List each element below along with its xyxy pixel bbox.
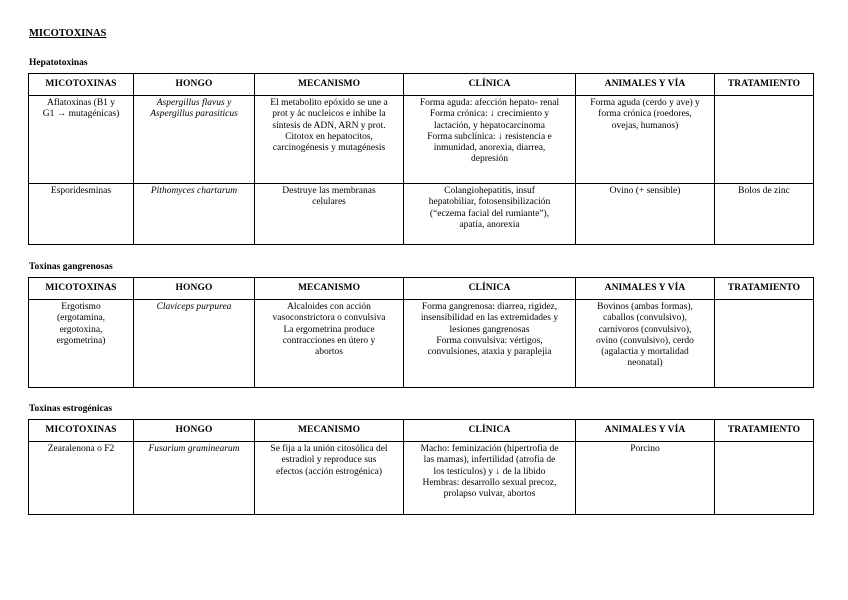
section-title-gangrenosas: Toxinas gangrenosas xyxy=(29,262,113,272)
header-mecanismo: MECANISMO xyxy=(255,74,404,96)
cell-micotoxina: Zearalenona o F2 xyxy=(29,442,134,515)
cell-micotoxina: Esporidesminas xyxy=(29,184,134,245)
table-row xyxy=(29,442,814,515)
table-header-row xyxy=(29,420,814,442)
cell-animales: Bovinos (ambas formas), caballos (convulsivo), carnívoros (convulsivo), ovino (convulsivo), cerdo (agalactia y mortalidad neonatal) xyxy=(576,300,715,388)
table-hepatotoxinas xyxy=(28,73,814,245)
header-hongo: HONGO xyxy=(134,74,255,96)
cell-micotoxina: Ergotismo (ergotamina, ergotoxina, ergometrina) xyxy=(29,300,134,388)
header-micotoxinas: MICOTOXINAS xyxy=(29,278,134,300)
header-clinica: CLÍNICA xyxy=(404,278,576,300)
section-title-hepatotoxinas: Hepatotoxinas xyxy=(29,58,88,68)
table-header-row xyxy=(29,278,814,300)
cell-clinica: Forma gangrenosa: diarrea, rigidez, insensibilidad en las extremidades y lesiones gangrenosas Forma convulsiva: vértigos, convulsiones, ataxia y paraplejia xyxy=(404,300,576,388)
table-gangrenosas xyxy=(28,277,814,388)
cell-hongo: Fusarium graminearum xyxy=(134,442,255,515)
cell-clinica: Macho: feminización (hipertrofia de las mamas), infertilidad (atrofia de los testículos) y ↓ de la libido Hembras: desarrollo sexual precoz, prolapso vulvar, abortos xyxy=(404,442,576,515)
header-clinica: CLÍNICA xyxy=(404,74,576,96)
cell-animales: Forma aguda (cerdo y ave) y forma crónica (roedores, ovejas, humanos) xyxy=(576,96,715,184)
cell-hongo: Pithomyces chartarum xyxy=(134,184,255,245)
cell-mecanismo: Se fija a la unión citosólica del estradiol y reproduce sus efectos (acción estrogénica) xyxy=(255,442,404,515)
cell-tratamiento xyxy=(715,300,814,388)
header-tratamiento: TRATAMIENTO xyxy=(715,74,814,96)
table-header-row xyxy=(29,74,814,96)
header-tratamiento: TRATAMIENTO xyxy=(715,278,814,300)
page-title: MICOTOXINAS xyxy=(29,28,107,39)
section-title-estrogenicas: Toxinas estrogénicas xyxy=(29,404,113,414)
table-estrogenicas xyxy=(28,419,814,515)
header-tratamiento: TRATAMIENTO xyxy=(715,420,814,442)
cell-mecanismo: Alcaloides con acción vasoconstrictora o convulsiva La ergometrina produce contracciones en útero y abortos xyxy=(255,300,404,388)
cell-tratamiento: Bolos de zinc xyxy=(715,184,814,245)
header-micotoxinas: MICOTOXINAS xyxy=(29,420,134,442)
cell-mecanismo: Destruye las membranas celulares xyxy=(255,184,404,245)
header-animales: ANIMALES Y VÍA xyxy=(576,74,715,96)
header-mecanismo: MECANISMO xyxy=(255,420,404,442)
table-row xyxy=(29,184,814,245)
header-mecanismo: MECANISMO xyxy=(255,278,404,300)
table-row xyxy=(29,96,814,184)
header-hongo: HONGO xyxy=(134,278,255,300)
cell-micotoxina: Aflatoxinas (B1 y G1 → mutagénicas) xyxy=(29,96,134,184)
cell-clinica: Colangiohepatitis, insuf hepatobiliar, fotosensibilización (“eczema facial del rumiante”), apatía, anorexia xyxy=(404,184,576,245)
cell-animales: Ovino (+ sensible) xyxy=(576,184,715,245)
cell-tratamiento xyxy=(715,442,814,515)
header-animales: ANIMALES Y VÍA xyxy=(576,420,715,442)
cell-animales: Porcino xyxy=(576,442,715,515)
header-clinica: CLÍNICA xyxy=(404,420,576,442)
header-animales: ANIMALES Y VÍA xyxy=(576,278,715,300)
cell-tratamiento xyxy=(715,96,814,184)
header-hongo: HONGO xyxy=(134,420,255,442)
cell-hongo: Claviceps purpurea xyxy=(134,300,255,388)
cell-mecanismo: El metabolito epóxido se une a prot y ác nucleicos e inhibe la síntesis de ADN, ARN y prot. Citotox en hepatocitos, carcinogénesis y mutagénesis xyxy=(255,96,404,184)
cell-hongo: Aspergillus flavus y Aspergillus parasiticus xyxy=(134,96,255,184)
header-micotoxinas: MICOTOXINAS xyxy=(29,74,134,96)
cell-clinica: Forma aguda: afección hepato- renal Forma crónica: ↓ crecimiento y lactación, y hepatocarcinoma Forma subclínica: ↓ resistencia e inmunidad, anorexia, diarrea, depresión xyxy=(404,96,576,184)
table-row xyxy=(29,300,814,388)
